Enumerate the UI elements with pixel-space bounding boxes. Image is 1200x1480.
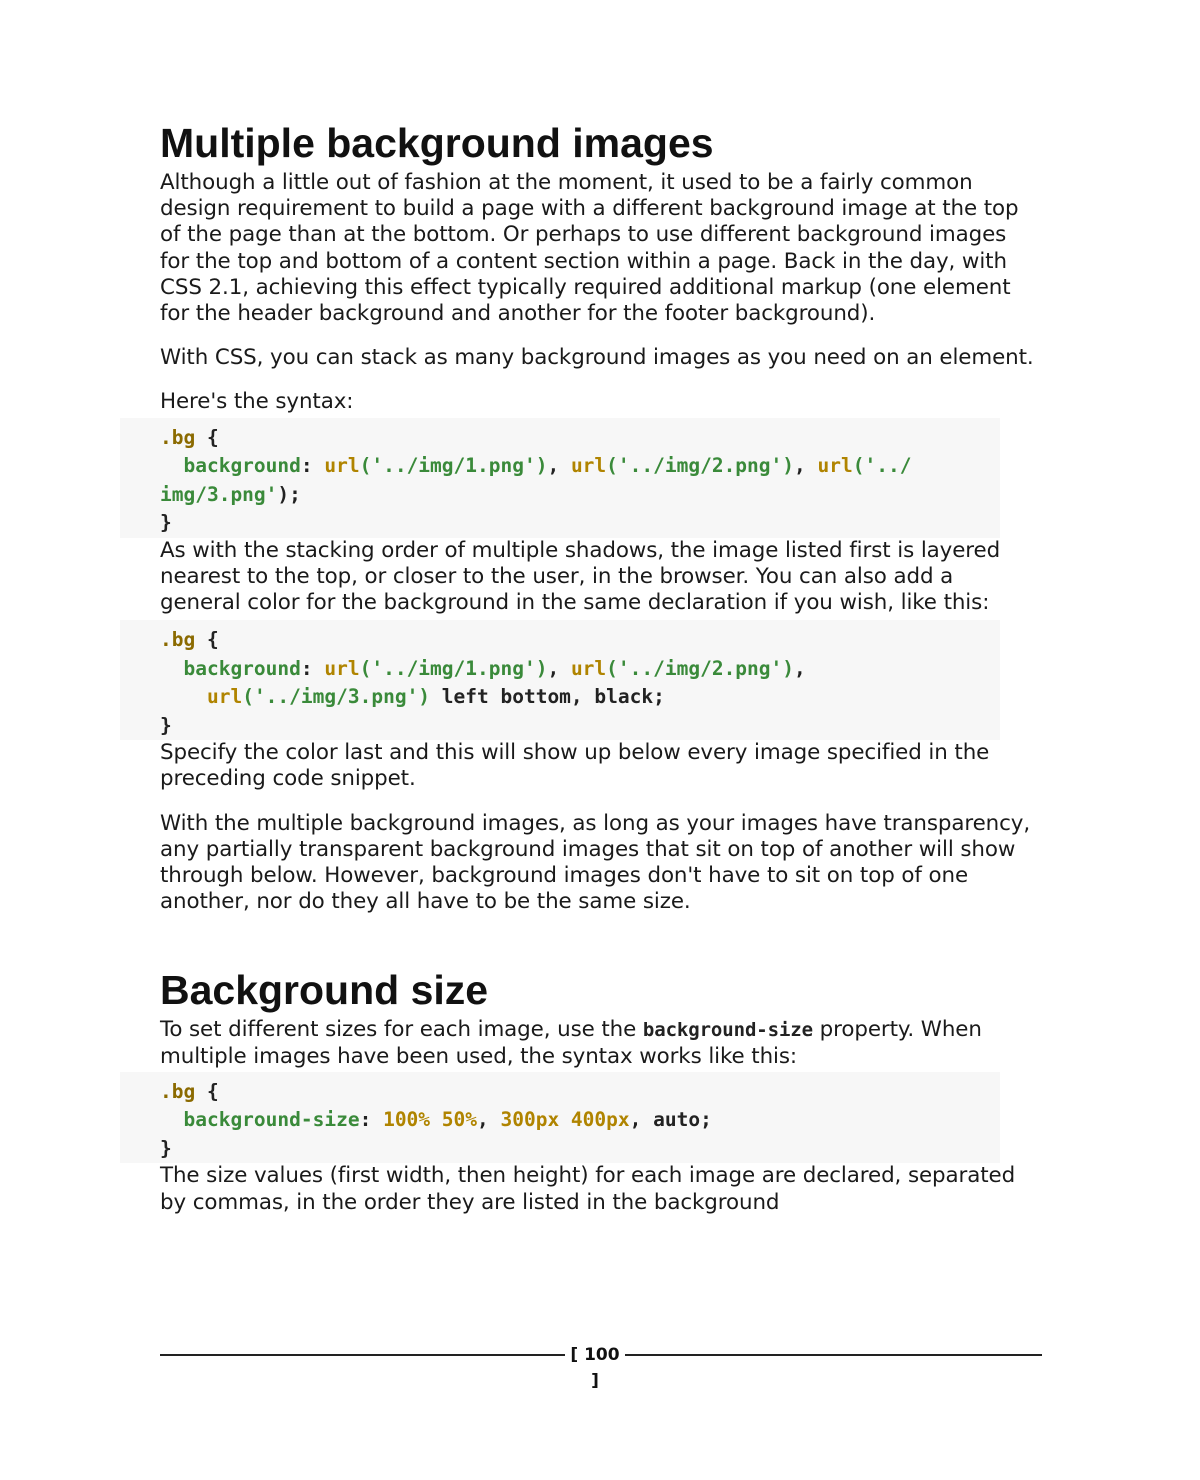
- code-function: url: [324, 454, 360, 478]
- code-line: [160, 481, 1000, 510]
- code-selector: .bg: [160, 425, 196, 449]
- paragraph-size-values: The size values (first width, then height) for each image are declared, separated by commas, in the order they are listed in the background: [160, 1163, 1016, 1215]
- code-end: );: [277, 482, 301, 506]
- code-separator: ,: [477, 1108, 501, 1132]
- code-block-background-size: [120, 1072, 1000, 1164]
- paragraph-color-last: Specify the color last and this will show up below every image specified in the preceding code snippet.: [160, 740, 990, 792]
- code-line: [160, 1078, 1000, 1107]
- paragraph-intro: Although a little out of fashion at the moment, it used to be a fairly common design requirement to build a page with a different background image at the top of the page than at the bottom. Or perhaps to use different background images for the top and bottom of a content section within a page. Back in the day, with CSS 2.1, achieving this effect typically required additional markup (one element for the header background and another for the footer background).: [160, 170, 1019, 327]
- code-brace: {: [195, 628, 219, 652]
- code-indent: [160, 454, 183, 477]
- page-content: [160, 118, 1040, 1234]
- code-string: ('../img/2.png'): [606, 454, 795, 478]
- paragraph-syntax-intro: Here's the syntax:: [160, 389, 354, 415]
- code-string: img/3.png': [160, 482, 278, 506]
- footer-rule-left: [160, 1354, 565, 1356]
- code-number: 100% 50%: [383, 1108, 477, 1132]
- code-number: 300px 400px: [500, 1108, 630, 1132]
- code-function: url: [570, 656, 607, 680]
- code-selector: .bg: [160, 1079, 196, 1103]
- paragraph-background-size-intro: [160, 1017, 1040, 1069]
- code-brace: }: [160, 511, 172, 535]
- text-run: To set different sizes for each image, use the: [160, 1017, 643, 1043]
- section-heading-background-size: Background size: [160, 967, 489, 1014]
- code-string: ('../img/3.png'): [242, 685, 431, 709]
- code-property: background-size: [183, 1108, 360, 1132]
- code-property: background: [183, 454, 301, 478]
- code-colon: :: [300, 454, 325, 478]
- code-selector: .bg: [160, 628, 196, 652]
- code-brace: {: [195, 425, 219, 449]
- code-function: url: [570, 454, 607, 478]
- code-string: ('../img/1.png'): [359, 454, 548, 478]
- code-string: ('../img/2.png'): [606, 656, 795, 680]
- code-function: url: [324, 656, 360, 680]
- code-line: [160, 655, 1000, 684]
- paragraph-transparency: With the multiple background images, as long as your images have transparency, any partially transparent background images that sit on top of another will show through below. However, background images don't have to sit on top of one another, nor do they all have to be the same size.: [160, 810, 1031, 915]
- code-function: url: [817, 454, 853, 478]
- code-string: ('../: [852, 454, 912, 478]
- code-function: url: [206, 685, 243, 709]
- code-indent: [160, 657, 183, 680]
- code-value: left bottom, black;: [430, 685, 665, 709]
- code-brace: }: [160, 1136, 172, 1160]
- code-property: background: [183, 656, 301, 680]
- code-string: ('../img/1.png'): [359, 656, 548, 680]
- code-line: [160, 712, 1000, 741]
- text-run: property. When multiple images have been used, the syntax works like this:: [160, 1017, 982, 1069]
- code-indent: [160, 685, 207, 708]
- code-line: [160, 626, 1000, 655]
- code-brace: {: [195, 1079, 219, 1103]
- code-colon: :: [359, 1108, 384, 1132]
- code-separator: ,: [547, 656, 571, 680]
- code-block-background-with-color: [120, 620, 1000, 740]
- code-line: [160, 1135, 1000, 1164]
- code-separator: ,: [794, 656, 806, 680]
- page-footer: [160, 1344, 1042, 1391]
- code-value: auto;: [653, 1108, 712, 1132]
- code-separator: ,: [794, 454, 818, 478]
- code-separator: ,: [629, 1108, 654, 1132]
- code-block-multiple-backgrounds: [120, 418, 1000, 538]
- inline-code-background-size: background-size: [642, 1019, 813, 1042]
- code-brace: }: [160, 713, 172, 737]
- code-line: [160, 1106, 1000, 1135]
- code-indent: [160, 1108, 183, 1131]
- code-line: [160, 683, 1000, 712]
- section-heading-multiple-background-images: Multiple background images: [160, 120, 714, 166]
- code-line: [160, 509, 1000, 538]
- paragraph-stack: With CSS, you can stack as many background images as you need on an element.: [160, 345, 1034, 371]
- paragraph-stacking-order: As with the stacking order of multiple shadows, the image listed first is layered nearest to the top, or closer to the user, in the browser. You can also add a general color for the background in the same declaration if you wish, like this:: [160, 537, 1001, 616]
- code-line: [160, 424, 1000, 453]
- code-colon: :: [300, 656, 325, 680]
- code-separator: ,: [547, 454, 571, 478]
- code-line: [160, 452, 1000, 481]
- page-number: [ 100 ]: [570, 1345, 620, 1391]
- footer-rule-right: [625, 1354, 1042, 1356]
